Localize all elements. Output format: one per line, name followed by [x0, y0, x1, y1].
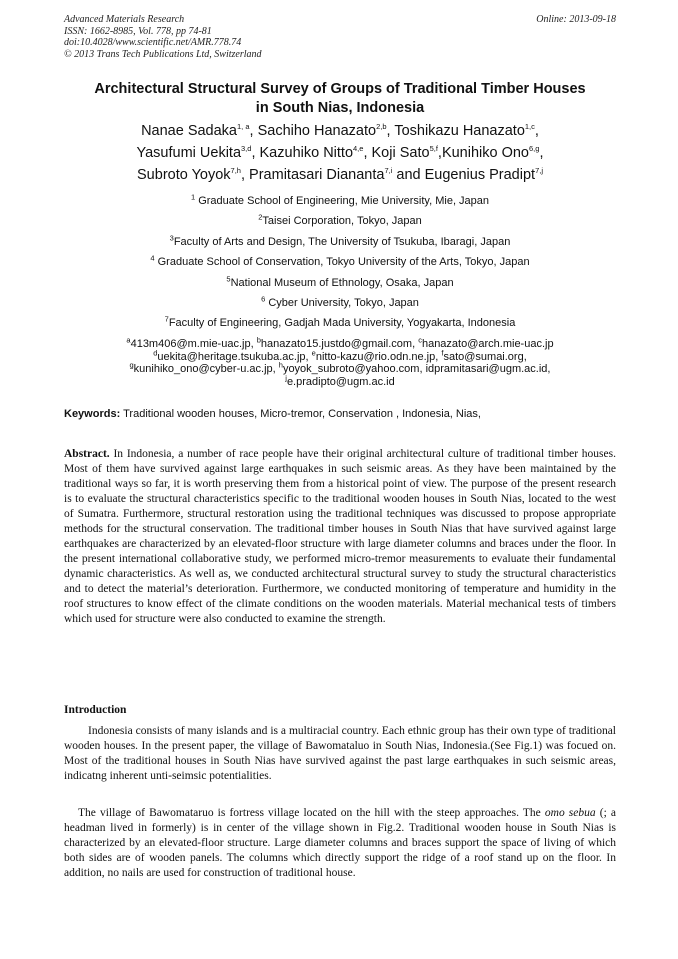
omo-sebua-term: omo sebua [544, 807, 596, 819]
author-name: Pramitasari Diananta [249, 167, 385, 183]
affiliation-6: $^6$ Cyber University, Tokyo, Japan [261, 294, 419, 309]
email-c: hanazato@arch.mie-uac.jp [421, 338, 554, 350]
email-i: idpramitasari@ugm.ac.id [425, 363, 548, 376]
affiliation-2: $^2$Taisei Corporation, Tokyo, Japan [258, 212, 422, 228]
email-d: uekita@heritage.tsukuba.ac.jp [157, 350, 306, 363]
keywords-label: Keywords: [64, 408, 121, 420]
email-line-3: $^g$kunihiko_ono@cyber-u.ac.jp, $^h$yoyok_subroto@yahoo.com, idpramitasari@ugm.ac.id, [129, 360, 551, 376]
author-line-1: Nanae Sadaka$^{1, a}$, Sachiho Hanazato$^{2,b}$, Toshikazu Hanazato$^{1,c}$, [141, 122, 539, 139]
email-e: nitto-kazu@rio.odn.ne.jp [315, 350, 436, 363]
email-line-2: $^d$uekita@heritage.tsukuba.ac.jp, $^e$nitto-kazu@rio.odn.ne.jp, $^f$sato@sumai.org, [153, 347, 527, 363]
introduction-paragraph-1: Indonesia consists of many islands and is a multiracial country. Each ethnic group has their own type of traditional wooden houses. In the present paper, the village of Bawomataluo in South Nias, Indonesia.(See Fig.1) was focued on. Most of the traditional houses in South Nias have survived against the past large earthquakes in such seismic areas, indicatng inherent unti-seimsic potentialities. [64, 725, 616, 782]
author-sup: 1,c [524, 122, 535, 132]
author-sup: 7,h [230, 166, 241, 176]
introduction-paragraph-2: The village of Bawomataruo is fortress village located on the hill with the steep approaches. The omo sebua (; a headman lived in formerly) is in center of the village shown in Fig.2. Traditional wooden house in South Nias is characterized by an elevated-floor structure. Large diameter columns and braces support the space of living of which both sides are of wooden panels. The columns which directly support the ridge of a roof stand up on the floor. In addition, no nails are used for construction of traditional house. [64, 807, 616, 879]
author-list [64, 120, 616, 186]
affiliation-4: $^4$ Graduate School of Conservation, Tokyo University of the Arts, Tokyo, Japan [150, 253, 530, 269]
email-j: e.pradipto@ugm.ac.id [286, 375, 395, 388]
author-sup: 6,g [529, 144, 540, 154]
author-name: Toshikazu Hanazato [394, 123, 525, 139]
online-date: Online: 2013-09-18 [536, 14, 616, 25]
author-sup: 2,b [376, 122, 387, 132]
email-f: sato@sumai.org [443, 350, 524, 363]
paper-title [64, 80, 616, 117]
author-sup: 7,j [535, 166, 543, 176]
author-name: Subroto Yoyok [137, 167, 231, 183]
email-line-4: $^j$e.pradipto@ugm.ac.id [285, 373, 395, 388]
author-line-2: Yasufumi Uekita$^{3,d}$, Kazuhiko Nitto$^{4,e}$, Koji Sato$^{5,f}$,Kunihiko Ono$^{6,g}$, [136, 144, 544, 161]
journal-name: Advanced Materials Research [64, 14, 185, 25]
author-sup: 3,d [241, 144, 252, 154]
author-sup: 1, a [237, 122, 250, 132]
author-name: Eugenius Pradipt [424, 167, 536, 183]
doi-line: doi:10.4028/www.scientific.net/AMR.778.74 [64, 37, 242, 48]
author-name: Kunihiko Ono [441, 145, 529, 161]
abstract [64, 447, 616, 627]
author-name: Yasufumi Uekita [136, 145, 242, 161]
author-sup: 7,i [384, 166, 393, 176]
issn-line: ISSN: 1662-8985, Vol. 778, pp 74-81 [64, 25, 212, 37]
author-name: Kazuhiko Nitto [259, 145, 354, 161]
title-line-2: in South Nias, Indonesia [255, 99, 425, 116]
email-b: hanazato15.justdo@gmail.com [260, 338, 413, 350]
author-sup: 5,f [429, 144, 438, 154]
keywords [64, 407, 616, 421]
copyright-line: © 2013 Trans Tech Publications Ltd, Switzerland [64, 48, 262, 60]
title-line-1: Architectural Structural Survey of Groups of Traditional Timber Houses [94, 81, 586, 97]
affiliation-list [64, 191, 616, 334]
affiliation-5: $^5$National Museum of Ethnology, Osaka, Japan [226, 273, 454, 289]
abstract-text: In Indonesia, a number of race people have their original architectural culture of traditional timber houses. Most of them have survived against large earthquakes in such seismic areas. As they have been maintained by the traditional ways so far, it is worth preserving them from a historical point of view. The purpose of the present research is to evaluate the structural characteristics specific to the traditional wooden houses in South Nias, located to the west of Sumatra. Furthermore, structural restoration using the traditional techniques was discussed to propose appropriate methods for the structural conservation. The traditional timber houses in South Nias that have survived against large earthquakes are characterized by an elevated-floor structure with large diameter columns and braces under the floor. In the present international collaborative study, we performed micro-tremor measurements to evaluate their fundamental dynamic characteristics. As well as, we conducted architectural structural survey to study the structural characteristics and to detect the material’s deterioration. Furthermore, we conducted monitoring of temperature and humidity in the roof structures to know effect of the climate conditions on the wooden materials. Material mechanical tests of timbers which used for structure were also conducted to examine the strength. [64, 448, 616, 625]
author-sup: 4,e [353, 144, 364, 154]
keywords-text: Traditional wooden houses, Micro-tremor, Conservation , Indonesia, Nias, [120, 408, 481, 420]
affiliation-3: $^3$Faculty of Arts and Design, The University of Tsukuba, Ibaragi, Japan [169, 233, 511, 248]
author-name: Sachiho Hanazato [257, 123, 377, 139]
affiliation-1: $^1$ Graduate School of Engineering, Mie University, Mie, Japan [190, 192, 490, 207]
author-name: Koji Sato [371, 145, 430, 161]
author-line-3: Subroto Yoyok$^{7,h}$, Pramitasari Diananta$^{7,i}$ and Eugenius Pradipt$^{7,j}$ [137, 166, 543, 183]
email-g: kunihiko_ono@cyber-u.ac.jp [133, 363, 273, 376]
journal-header [64, 14, 616, 60]
author-name: Nanae Sadaka [141, 123, 237, 139]
email-line-1: $^a$413m406@m.mie-uac.jp, $^b$hanazato15.justdo@gmail.com, $^c$hanazato@arch.mie-uac.jp [126, 335, 554, 350]
email-list [64, 335, 616, 388]
abstract-label: Abstract. [64, 448, 110, 460]
email-h: yoyok_subroto@yahoo.com [282, 363, 420, 376]
email-a: 413m406@m.mie-uac.jp [130, 338, 251, 350]
affiliation-7: $^7$Faculty of Engineering, Gadjah Mada University, Yogyakarta, Indonesia [164, 314, 516, 330]
introduction-heading: Introduction [64, 704, 127, 716]
